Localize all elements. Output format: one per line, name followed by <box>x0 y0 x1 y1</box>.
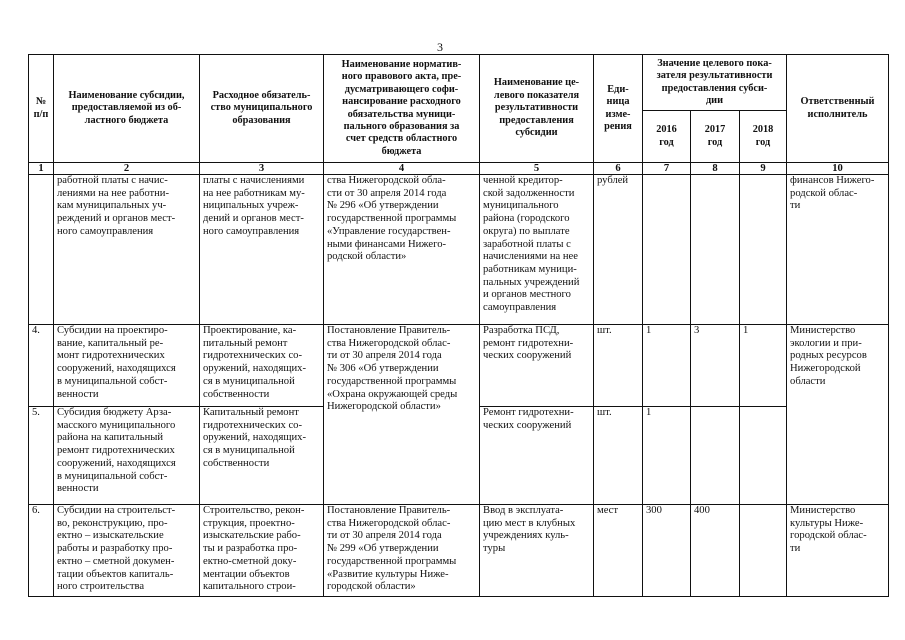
column-number: 2 <box>54 163 200 175</box>
header-executor: Ответственный исполнитель <box>787 55 889 163</box>
expenditure-obligation: платы с начислениями на нее работникам му- ниципальных учреж- дений и органов мест- ного самоуправления <box>200 175 324 325</box>
header-year-2017: 2017 год <box>691 111 740 163</box>
column-number: 3 <box>200 163 324 175</box>
unit: шт. <box>594 325 643 407</box>
expenditure-obligation: Капитальный ремонт гидротехнических со- оружений, находящих- ся в муниципальной собственности <box>200 407 324 505</box>
subsidy-name: работной платы с начис- лениями на нее работни- кам муниципальных уч- реждений и органов мест- ного самоуправления <box>54 175 200 325</box>
legal-act: Постановление Правитель- ства Нижегородской облас- ти от 30 апреля 2014 года № 306 «Об утверждении государственной программы «Охрана окружающей среды Нижегородской области» <box>324 325 480 505</box>
target-indicator: ченной кредитор- ской задолженности муниципального района (городского округа) по выплате заработной платы с начислениями на нее работникам муници- пальных учреждений и органов местного самоуправления <box>480 175 594 325</box>
column-number: 8 <box>691 163 740 175</box>
header-indicator: Наименование це- левого показателя результативности предоставления субсидии <box>480 55 594 163</box>
value-2018: 1 <box>740 325 787 407</box>
value-2016 <box>643 175 691 325</box>
value-2018 <box>740 505 787 597</box>
target-indicator: Разработка ПСД, ремонт гидротехни- ческих сооружений <box>480 325 594 407</box>
unit: мест <box>594 505 643 597</box>
responsible-executor: Министерство культуры Ниже- городской облас- ти <box>787 505 889 597</box>
subsidy-table <box>28 54 889 597</box>
value-2016: 1 <box>643 407 691 505</box>
table-row <box>29 325 889 407</box>
value-2016: 1 <box>643 325 691 407</box>
header-year-2018: 2018 год <box>740 111 787 163</box>
row-number: 6. <box>29 505 54 597</box>
legal-act: Постановление Правитель- ства Нижегородской облас- ти от 30 апреля 2014 года № 299 «Об утверждении государственной программы «Развитие культуры Ниже- городской области» <box>324 505 480 597</box>
subsidy-name: Субсидии на проектиро- вание, капитальный ре- монт гидротехнических сооружений, находящихся в муниципальной собст- венности <box>54 325 200 407</box>
target-indicator: Ремонт гидротехни- ческих сооружений <box>480 407 594 505</box>
value-2017 <box>691 407 740 505</box>
column-number: 6 <box>594 163 643 175</box>
value-2016: 300 <box>643 505 691 597</box>
value-2017 <box>691 175 740 325</box>
column-number: 9 <box>740 163 787 175</box>
subsidy-name: Субсидия бюджету Арза- масского муниципального района на капитальный ремонт гидротехнических сооружений, находящихся в муниципальной собст- венности <box>54 407 200 505</box>
legal-act: ства Нижегородской обла- сти от 30 апреля 2014 года № 296 «Об утверждении государственной программы «Управление государствен- ными финансами Нижего- родской области» <box>324 175 480 325</box>
value-2017: 400 <box>691 505 740 597</box>
column-number: 7 <box>643 163 691 175</box>
expenditure-obligation: Строительство, рекон- струкция, проектно- изыскательские рабо- ты и разработка про- ектно-сметной доку- ментации объектов капитального строи- <box>200 505 324 597</box>
responsible-executor: Министерство экологии и при- родных ресурсов Нижегородской области <box>787 325 889 505</box>
column-number: 10 <box>787 163 889 175</box>
table-row <box>29 505 889 597</box>
row-number <box>29 175 54 325</box>
column-number: 1 <box>29 163 54 175</box>
unit: рублей <box>594 175 643 325</box>
unit: шт. <box>594 407 643 505</box>
header-legal-act: Наименование норматив- ного правового акта, пре- дусматривающего софи- нансирование расходного обязательства муници- пального образования за счет средств областного бюджета <box>324 55 480 163</box>
row-number: 4. <box>29 325 54 407</box>
header-subsidy: Наименование субсидии, предоставляемой из об- ластного бюджета <box>54 55 200 163</box>
column-number: 5 <box>480 163 594 175</box>
row-number: 5. <box>29 407 54 505</box>
subsidy-name: Субсидии на строительст- во, реконструкцию, про- ектно – изыскательские работы и разработку про- ектно – сметной докумен- тации объектов капиталь- ного строительства <box>54 505 200 597</box>
value-2018 <box>740 407 787 505</box>
expenditure-obligation: Проектирование, ка- питальный ремонт гидротехнических со- оружений, находящих- ся в муниципальной собственности <box>200 325 324 407</box>
header-target-values: Значение целевого пока- зателя результативности предоставления субси- дии <box>643 55 787 111</box>
value-2018 <box>740 175 787 325</box>
page-number: 3 <box>437 40 443 54</box>
header-num: № п/п <box>29 55 54 163</box>
target-indicator: Ввод в эксплуата- цию мест в клубных учреждениях куль- туры <box>480 505 594 597</box>
value-2017: 3 <box>691 325 740 407</box>
header-year-2016: 2016 год <box>643 111 691 163</box>
table-row <box>29 175 889 325</box>
header-unit: Еди- ница изме- рения <box>594 55 643 163</box>
column-number-row <box>29 163 889 175</box>
column-number: 4 <box>324 163 480 175</box>
header-obligation: Расходное обязатель- ство муниципального образования <box>200 55 324 163</box>
responsible-executor: финансов Нижего- родской облас- ти <box>787 175 889 325</box>
